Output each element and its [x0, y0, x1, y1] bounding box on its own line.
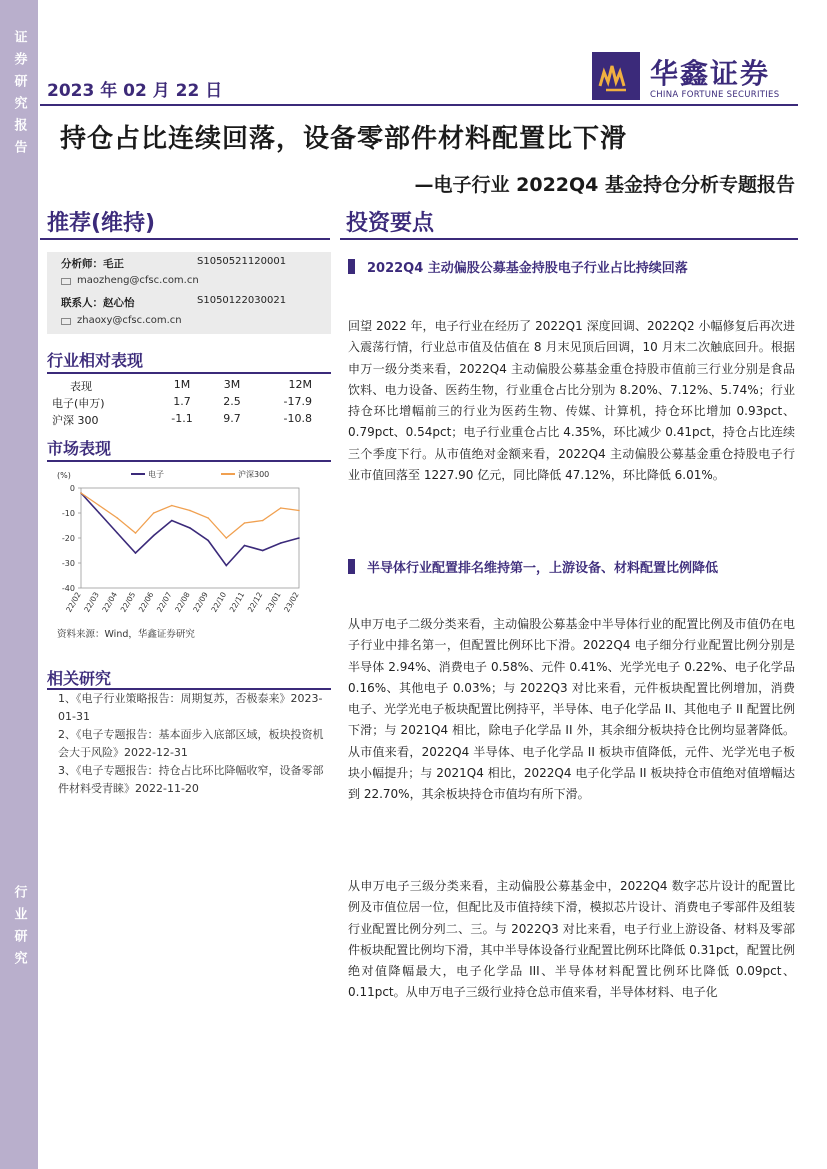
table-cell: 2.5 [223, 395, 241, 408]
related-item[interactable]: 2、《电子专题报告：基本面步入底部区域，板块投资机会大于风险》2022-12-31 [58, 728, 324, 759]
x-tick-label: 22/12 [245, 590, 265, 614]
data-point [298, 510, 300, 512]
header-cell: 12M [288, 378, 312, 391]
header-cell: 1M [173, 378, 191, 391]
table-cell: 沪深 300 [52, 414, 99, 427]
series-line-1 [81, 493, 299, 538]
performance-table [52, 378, 312, 429]
chart-plot-frame [81, 488, 299, 588]
table-cell: 1.7 [173, 395, 191, 408]
analyst-email[interactable]: maozheng@cfsc.com.cn [77, 275, 199, 286]
x-tick-label: 22/06 [136, 590, 156, 614]
report-subtitle: —电子行业 2022Q4 基金持仓分析专题报告 [414, 174, 795, 196]
data-point [280, 507, 282, 509]
related-item[interactable]: 1、《电子行业策略报告：周期复苏，否极泰来》2023-01-31 [58, 692, 323, 723]
table-cell: 9.7 [223, 412, 241, 425]
contact-name: 联系人：赵心怡 [61, 297, 135, 309]
data-point [226, 565, 228, 567]
y-tick-label: 0 [69, 484, 75, 493]
data-point [244, 545, 246, 547]
section-heading [348, 556, 795, 582]
logo-mark-icon [592, 52, 640, 100]
data-point [244, 522, 246, 524]
key-points-heading: 投资要点 [346, 211, 435, 236]
y-axis-label: (%) [57, 471, 71, 480]
section-heading-text: 2022Q4 主动偏股公募基金持股电子行业占比持续回落 [367, 261, 688, 276]
chart-source: 资料来源：Wind，华鑫证券研究 [57, 629, 195, 640]
data-point [117, 532, 119, 534]
data-point [171, 505, 173, 507]
table-header [52, 378, 312, 395]
market-title: 市场表现 [47, 439, 112, 458]
paragraph: 从申万电子三级分类来看，主动偏股公募基金中，2022Q4 数字芯片设计的配置比例及市值位居一位，但配比及市值持续下滑，模拟芯片设计、消费电子零部件及组装行业配置比例分列二、三。与 2022Q3 对比来看，电子行业上游设备、材料及零部件板块配置比例均下滑，其中半导体设备行业配置比例环比降低 0.31pct，配置比例绝对值降幅最大，电子化学品 III、半导体材料配置比例环比降低 0.09pct、0.11pct。从申万电子三级行业持仓总市值来看，半导体材料、电子化 [348, 879, 795, 1000]
x-tick-label: 22/08 [173, 590, 192, 614]
table-row [52, 412, 312, 429]
series-line-0 [81, 493, 299, 566]
section-heading-text: 半导体行业配置排名维持第一，上游设备、材料配置比例降低 [367, 561, 719, 576]
x-tick-label: 23/01 [263, 590, 283, 614]
x-tick-label: 22/10 [209, 590, 229, 614]
sidebar-report-label: 证券研究报告 [11, 30, 27, 162]
data-point [207, 540, 209, 542]
data-point [262, 550, 264, 552]
x-tick-label: 23/02 [282, 590, 301, 614]
table-cell: -10.8 [283, 412, 312, 425]
market-performance-chart [47, 462, 327, 630]
analyst-id: S1050521120001 [197, 256, 287, 267]
related-list [58, 690, 328, 798]
x-tick-label: 22/09 [191, 590, 210, 614]
y-tick-label: -40 [61, 584, 75, 593]
section-heading [348, 256, 795, 282]
report-title: 持仓占比连续回落，设备零部件材料配置比下滑 [60, 124, 628, 154]
table-cell: -17.9 [283, 395, 312, 408]
left-sidebar [0, 0, 38, 1169]
rating-heading: 推荐(维持) [47, 211, 156, 236]
header-cell: 表现 [70, 380, 92, 393]
y-tick-label: -10 [61, 509, 75, 518]
paragraph: 回望 2022 年，电子行业在经历了 2022Q1 深度回调、2022Q2 小幅修复后再次进入震荡行情，行业总市值及估值在 8 月末见顶后回调，10 月末二次触底回升。根据申万一级分类来看，2022Q4 主动偏股公募基金重仓持股市值前三行业分别是食品饮料、电力设备、医药生物，行业重仓占比分别为 8.20%、7.12%、5.74%；行业持仓环比增幅前三的行业为医药生物、传媒、计算机，持仓环比增加 0.93pct、0.79pct、0.54pct；电子行业重仓占比 4.35%，环比减少 0.41pct，持仓占比连续三个季度下行。从市值绝对金额来看，2022Q4 主动偏股公募基金重仓持股电子行业市值回落至 1227.90 亿元，同比降低 47.12%，环比降低 6.01%。 [348, 319, 795, 483]
data-point [117, 517, 119, 519]
x-tick-label: 22/11 [227, 590, 247, 614]
mail-icon [61, 278, 71, 285]
x-tick-label: 22/05 [118, 590, 138, 614]
header-divider [40, 104, 798, 106]
report-date: 2023 年 02 月 22 日 [47, 81, 223, 101]
contact-id: S1050122030021 [197, 295, 287, 306]
legend-label: 沪深300 [238, 470, 270, 479]
bullet-marker-icon [348, 559, 355, 574]
data-point [189, 510, 191, 512]
data-point [98, 505, 100, 507]
sidebar-industry-label: 行业研究 [11, 885, 27, 973]
data-point [189, 527, 191, 529]
data-point [226, 537, 228, 539]
data-point [153, 512, 155, 514]
logo-name: 华鑫证券 [650, 57, 771, 90]
mail-icon [61, 318, 71, 325]
table-row [52, 395, 312, 412]
data-point [98, 512, 100, 514]
y-tick-label: -20 [61, 534, 75, 543]
x-tick-label: 22/07 [154, 590, 174, 614]
related-title: 相关研究 [47, 669, 112, 688]
data-point [262, 520, 264, 522]
logo-english: CHINA FORTUNE SECURITIES [650, 90, 780, 100]
paragraph: 从申万电子二级分类来看，主动偏股公募基金中半导体行业的配置比例及市值仍在电子行业中排名第一，但配置比例环比下滑。2022Q4 电子细分行业配置比例分别是半导体 2.94%、消费电子 0.58%、元件 0.41%、光学光电子 0.22%、电子化学品 0.16%、其他电子 0.03%；与 2022Q3 对比来看，元件板块配置比例增加，消费电子、光学光电子板块配置比例持平，半导体、电子化学品 II、其他电子 II 配置比例下滑；与 2021Q4 相比，除电子化学品 II 外，其余细分板块持仓比例均显著降低。从市值来看，2022Q4 半导体、电子化学品 II 板块市值降低，元件、光学光电子板块小幅提升；与 2021Q4 相比，2022Q4 电子化学品 II 板块持仓市值绝对值增幅达到 22.70%，其余板块持仓市值均有所下滑。 [348, 617, 795, 802]
data-point [153, 535, 155, 537]
company-logo [592, 52, 792, 104]
data-point [171, 520, 173, 522]
x-tick-label: 22/04 [100, 590, 120, 614]
bullet-marker-icon [348, 259, 355, 274]
analyst-box [47, 252, 331, 334]
data-point [207, 517, 209, 519]
analyst-name: 分析师：毛正 [61, 258, 124, 270]
performance-title: 行业相对表现 [47, 351, 144, 370]
y-tick-label: -30 [61, 559, 75, 568]
left-divider [40, 238, 330, 240]
contact-email[interactable]: zhaoxy@cfsc.com.cn [77, 315, 182, 326]
table-cell: -1.1 [171, 412, 193, 425]
data-point [135, 532, 137, 534]
data-point [298, 537, 300, 539]
data-point [280, 542, 282, 544]
header-cell: 3M [223, 378, 241, 391]
contact-row [61, 295, 287, 310]
x-tick-label: 22/03 [82, 590, 101, 614]
x-tick-label: 22/02 [64, 590, 83, 614]
analyst-row [61, 256, 287, 271]
data-point [135, 552, 137, 554]
related-item[interactable]: 3、《电子专题报告：持仓占比环比降幅收窄，设备零部件材料受青睐》2022-11-20 [58, 764, 324, 795]
performance-divider [47, 372, 331, 374]
table-cell: 电子(申万) [52, 397, 105, 410]
right-divider [340, 238, 798, 240]
legend-label: 电子 [148, 470, 164, 479]
data-point [80, 492, 82, 494]
